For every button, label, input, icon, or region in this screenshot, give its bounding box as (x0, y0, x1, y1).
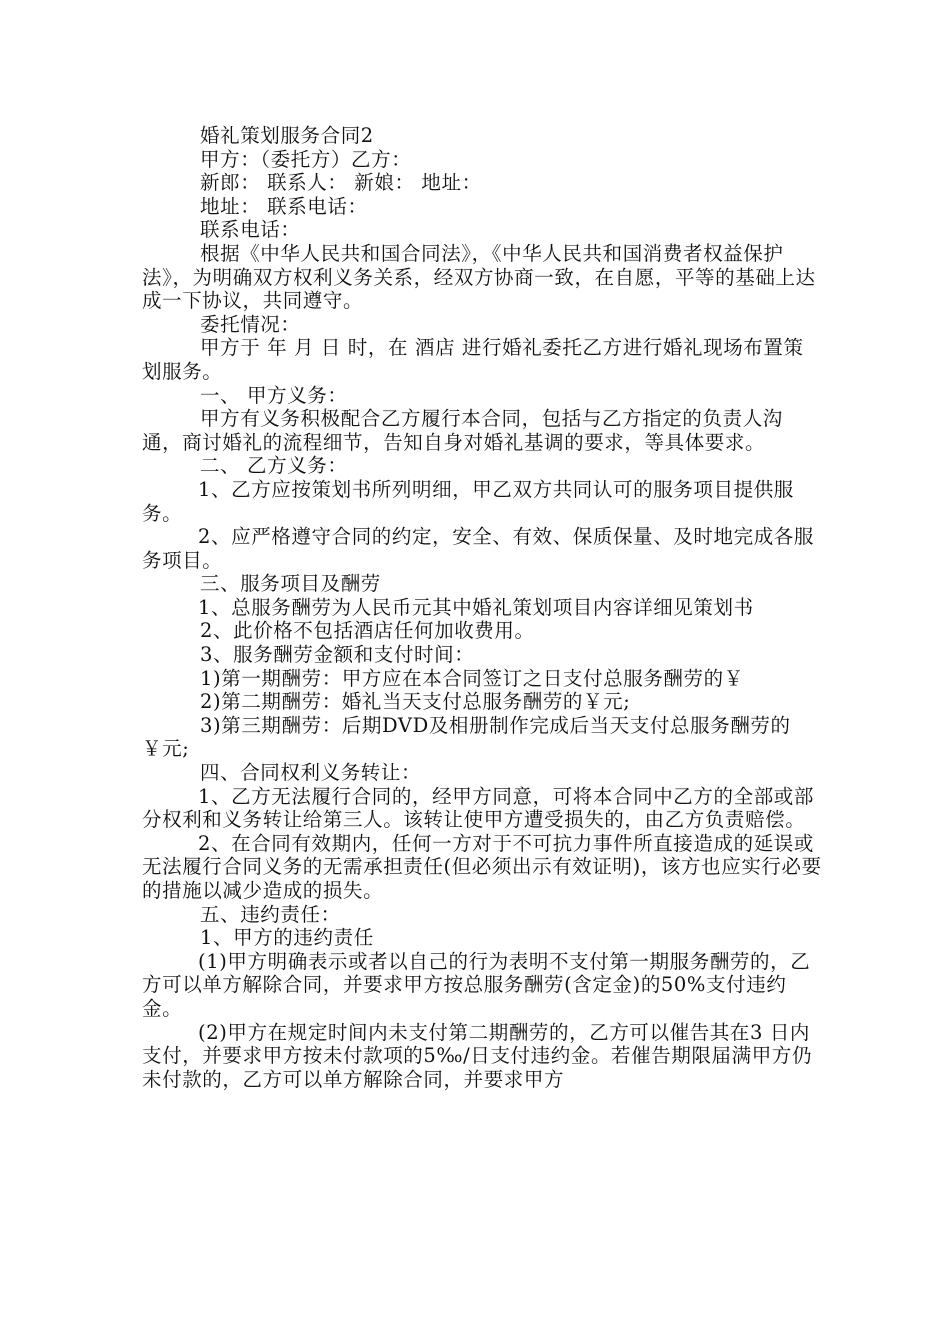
body-paragraph: 甲方有义务积极配合乙方履行本合同，包括与乙方指定的负责人沟通，商讨婚礼的流程细节，告知自身对婚礼基调的要求，等具体要求。 (142, 407, 783, 454)
section-heading: 四、合同权利义务转让： (200, 761, 422, 785)
body-paragraph: 3、服务酬劳金额和支付时间： (200, 643, 475, 667)
body-paragraph: (2)甲方在规定时间内未支付第二期酬劳的，乙方可以催告其在3 日内支付，并要求甲方按未付款项的5‰/日支付违约金。若催告期限届满甲方仍未付款的，乙方可以单方解除合同，并要求甲方 (142, 1020, 813, 1091)
body-paragraph: (1)甲方明确表示或者以自己的行为表明不支付第一期服务酬劳的，乙方可以单方解除合同，并要求甲方按总服务酬劳(含定金)的50%支付违约金。 (142, 949, 811, 1020)
body-paragraph: 2、应严格遵守合同的约定，安全、有效、保质保量、及时地完成各服务项目。 (142, 525, 815, 572)
document-title: 婚礼策划服务合同2 (200, 124, 374, 147)
phone-line: 联系电话： (200, 218, 301, 242)
address-line: 地址： 联系电话： (200, 194, 368, 218)
section-heading: 二、 乙方义务： (200, 454, 348, 478)
body-paragraph: 1、乙方无法履行合同的，经甲方同意，可将本合同中乙方的全部或部分权利和义务转让给第三人。该转让使甲方遭受损失的，由乙方负责赔偿。 (142, 784, 815, 832)
body-paragraph: 1)第一期酬劳：甲方应在本合同签订之日支付总服务酬劳的￥ (200, 666, 744, 690)
contacts-line: 新郎： 联系人： 新娘： 地址： (200, 171, 482, 195)
body-paragraph: 2、此价格不包括酒店任何加收费用。 (200, 619, 535, 643)
contract-body (142, 124, 822, 1091)
section-heading: 三、服务项目及酬劳 (200, 572, 381, 596)
section-heading: 一、 甲方义务： (200, 383, 348, 407)
body-paragraph: 3)第三期酬劳：后期DVD及相册制作完成后当天支付总服务酬劳的￥元; (142, 713, 791, 761)
body-paragraph: 1、乙方应按策划书所列明细，甲乙双方共同认可的服务项目提供服务。 (142, 477, 794, 525)
body-paragraph: 2、在合同有效期内，任何一方对于不可抗力事件所直接造成的延误或无法履行合同义务的无需承担责任(但必须出示有效证明)，该方也应实行必要的措施以减少造成的损失。 (142, 831, 822, 902)
body-paragraph: 1、总服务酬劳为人民币元其中婚礼策划项目内容详细见策划书 (198, 595, 754, 619)
section-heading: 五、违约责任： (200, 902, 341, 926)
preamble-paragraph: 根据《中华人民共和国合同法》，《中华人民共和国消费者权益保护法》，为明确双方权利义务关系，经双方协商一致，在自愿，平等的基础上达成一下协议，共同遵守。 (142, 241, 816, 313)
party-line: 甲方：（委托方）乙方： (200, 147, 412, 171)
body-paragraph: 甲方于 年 月 日 时，在 酒店 进行婚礼委托乙方进行婚礼现场布置策划服务。 (142, 336, 804, 383)
body-paragraph: 2)第二期酬劳：婚礼当天支付总服务酬劳的￥元; (200, 690, 631, 714)
section-heading: 委托情况： (200, 312, 301, 336)
subsection-heading: 1、甲方的违约责任 (200, 926, 374, 950)
